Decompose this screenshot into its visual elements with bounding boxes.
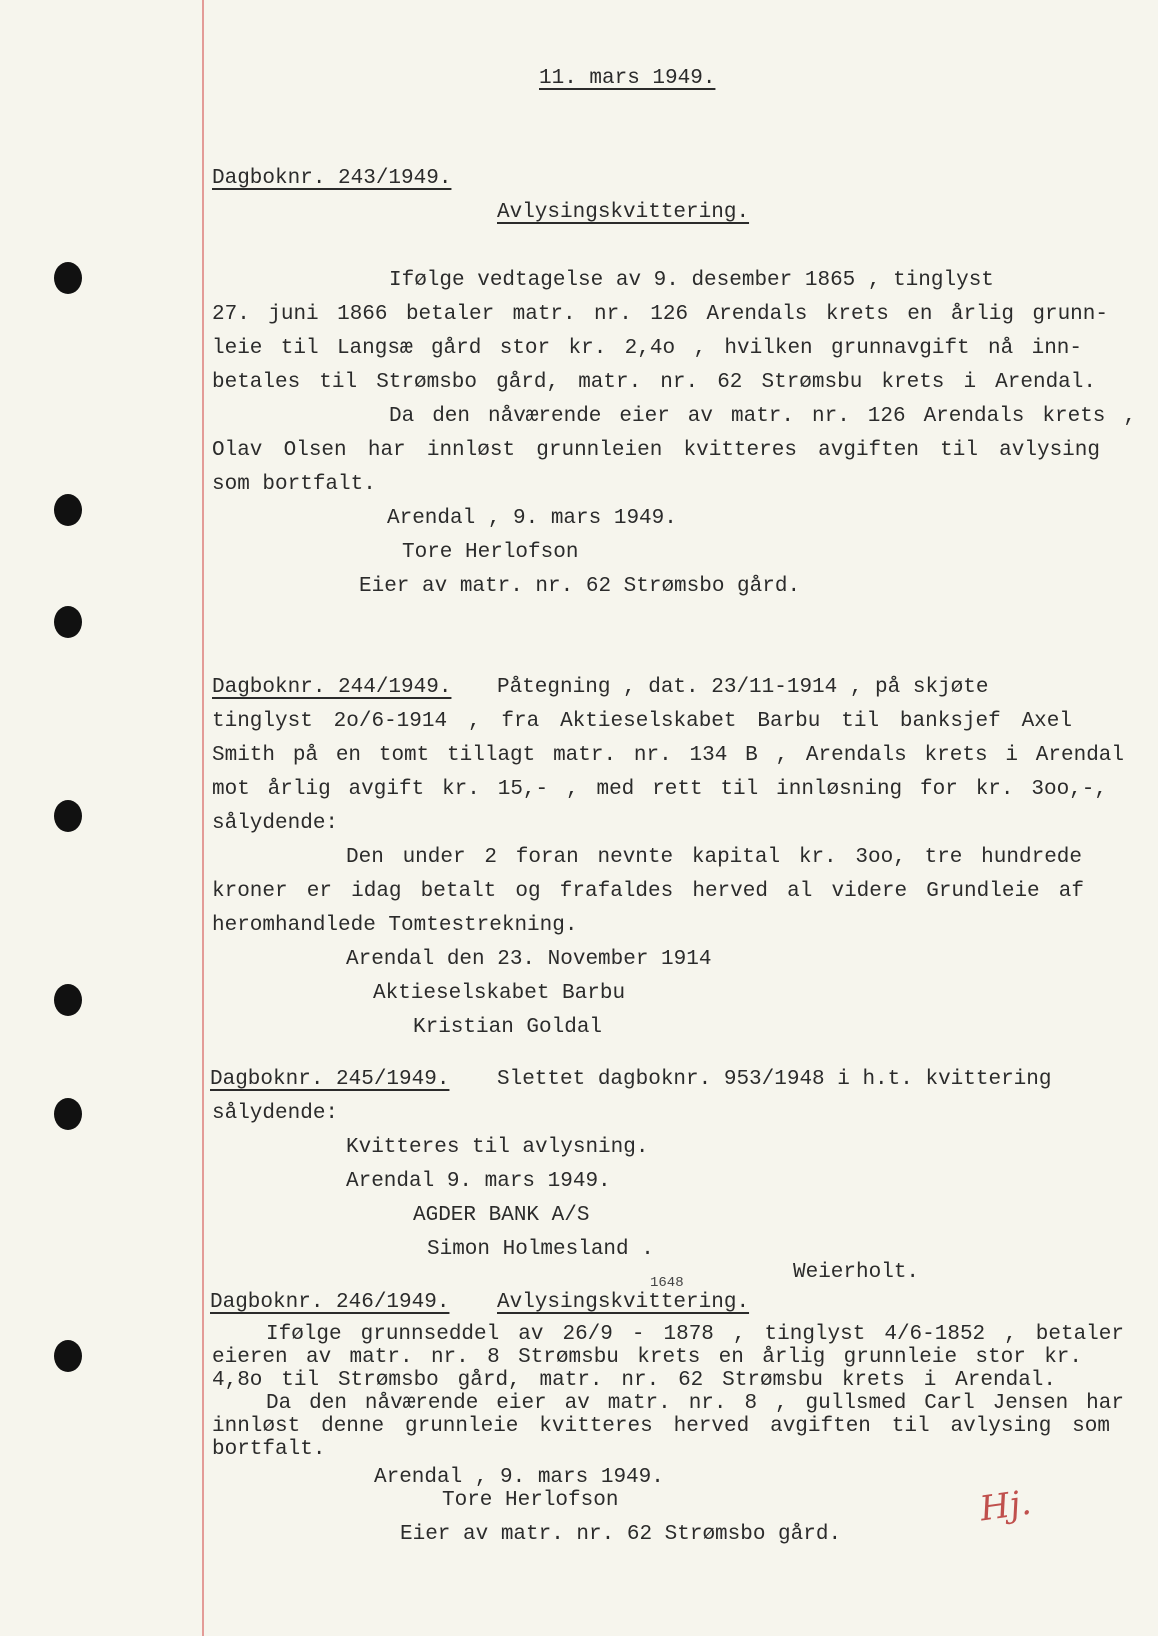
entry-signatory: Tore Herlofson: [442, 1489, 619, 1512]
entry-line: 4,8o til Strømsbo gård, matr. nr. 62 Strømsbu krets i Arendal.: [212, 1369, 1056, 1392]
handwritten-correction: 1648: [650, 1275, 684, 1291]
punch-hole: [54, 494, 82, 526]
punch-hole: [54, 606, 82, 638]
entry-line: kroner er idag betalt og frafaldes herved al videre Grundleie af: [212, 880, 1084, 903]
entry-line: betales til Strømsbo gård, matr. nr. 62 Strømsbu krets i Arendal.: [212, 371, 1096, 394]
entry-line: bortfalt.: [212, 1438, 326, 1461]
entry-signatory: Aktieselskabet Barbu: [373, 982, 626, 1005]
entry-line: sålydende:: [212, 812, 339, 835]
entry-signatory: Tore Herlofson: [402, 541, 579, 564]
entry-line: Kvitteres til avlysning.: [346, 1136, 649, 1159]
entry-signatory: Kristian Goldal: [413, 1016, 603, 1039]
entry-signatory-title: Eier av matr. nr. 62 Strømsbo gård.: [359, 575, 801, 598]
punch-hole: [54, 984, 82, 1016]
entry-ref: Dagboknr. 243/1949.: [212, 167, 452, 190]
punch-hole: [54, 262, 82, 294]
entry-place-date: Arendal , 9. mars 1949.: [374, 1466, 664, 1489]
entry-line: tinglyst 2o/6-1914 , fra Aktieselskabet Barbu til banksjef Axel: [212, 710, 1072, 733]
entry-signatory: Simon Holmesland .: [427, 1238, 654, 1261]
entry-line: sålydende:: [212, 1102, 339, 1125]
entry-ref: Dagboknr. 246/1949.: [210, 1291, 450, 1314]
entry-line: heromhandlede Tomtestrekning.: [212, 914, 578, 937]
entry-line: som bortfalt.: [212, 473, 376, 496]
entry-title: Slettet dagboknr. 953/1948 i h.t. kvittering: [497, 1068, 1052, 1091]
entry-place-date: Arendal 9. mars 1949.: [346, 1170, 611, 1193]
entry-signatory: Weierholt.: [793, 1261, 920, 1284]
entry-line: innløst denne grunnleie kvitteres herved avgiften til avlysing som: [212, 1415, 1110, 1438]
entry-title: Avlysingskvittering.: [497, 201, 750, 224]
entry-line: Smith på en tomt tillagt matr. nr. 134 B , Arendals krets i Arendal: [212, 744, 1124, 767]
entry-line: 27. juni 1866 betaler matr. nr. 126 Arendals krets en årlig grunn-: [212, 303, 1108, 326]
entry-line: Ifølge vedtagelse av 9. desember 1865 , tinglyst: [389, 269, 994, 292]
entry-title: Avlysingskvittering.: [497, 1291, 750, 1314]
entry-line: Den under 2 foran nevnte kapital kr. 3oo, tre hundrede: [346, 846, 1082, 869]
punch-hole: [54, 1098, 82, 1130]
punch-hole: [54, 1340, 82, 1372]
entry-ref: Dagboknr. 244/1949.: [212, 676, 452, 699]
entry-line: Olav Olsen har innløst grunnleien kvitteres avgiften til avlysing: [212, 439, 1100, 462]
entry-place-date: Arendal , 9. mars 1949.: [387, 507, 677, 530]
margin-rule: [202, 0, 204, 1636]
entry-line: Da den nåværende eier av matr. nr. 126 Arendals krets ,: [389, 405, 1136, 428]
entry-line: leie til Langsæ gård stor kr. 2,4o , hvilken grunnavgift nå inn-: [212, 337, 1082, 360]
entry-line: mot årlig avgift kr. 15,- , med rett til innløsning for kr. 3oo,-,: [212, 778, 1107, 801]
handwritten-initials: Hj.: [977, 1482, 1034, 1530]
entry-ref: Dagboknr. 245/1949.: [210, 1068, 450, 1091]
entry-line: Da den nåværende eier av matr. nr. 8 , gullsmed Carl Jensen har: [266, 1392, 1124, 1415]
entry-line: Ifølge grunnseddel av 26/9 - 1878 , tinglyst 4/6-1852 , betaler: [266, 1323, 1124, 1346]
entry-signatory-org: AGDER BANK A/S: [413, 1204, 590, 1227]
entry-signatory-title: Eier av matr. nr. 62 Strømsbo gård.: [400, 1523, 842, 1546]
entry-place-date: Arendal den 23. November 1914: [346, 948, 712, 971]
page-date: 11. mars 1949.: [539, 67, 716, 90]
entry-title: Påtegning , dat. 23/11-1914 , på skjøte: [497, 676, 989, 699]
punch-hole: [54, 800, 82, 832]
entry-line: eieren av matr. nr. 8 Strømsbu krets en årlig grunnleie stor kr.: [212, 1346, 1082, 1369]
